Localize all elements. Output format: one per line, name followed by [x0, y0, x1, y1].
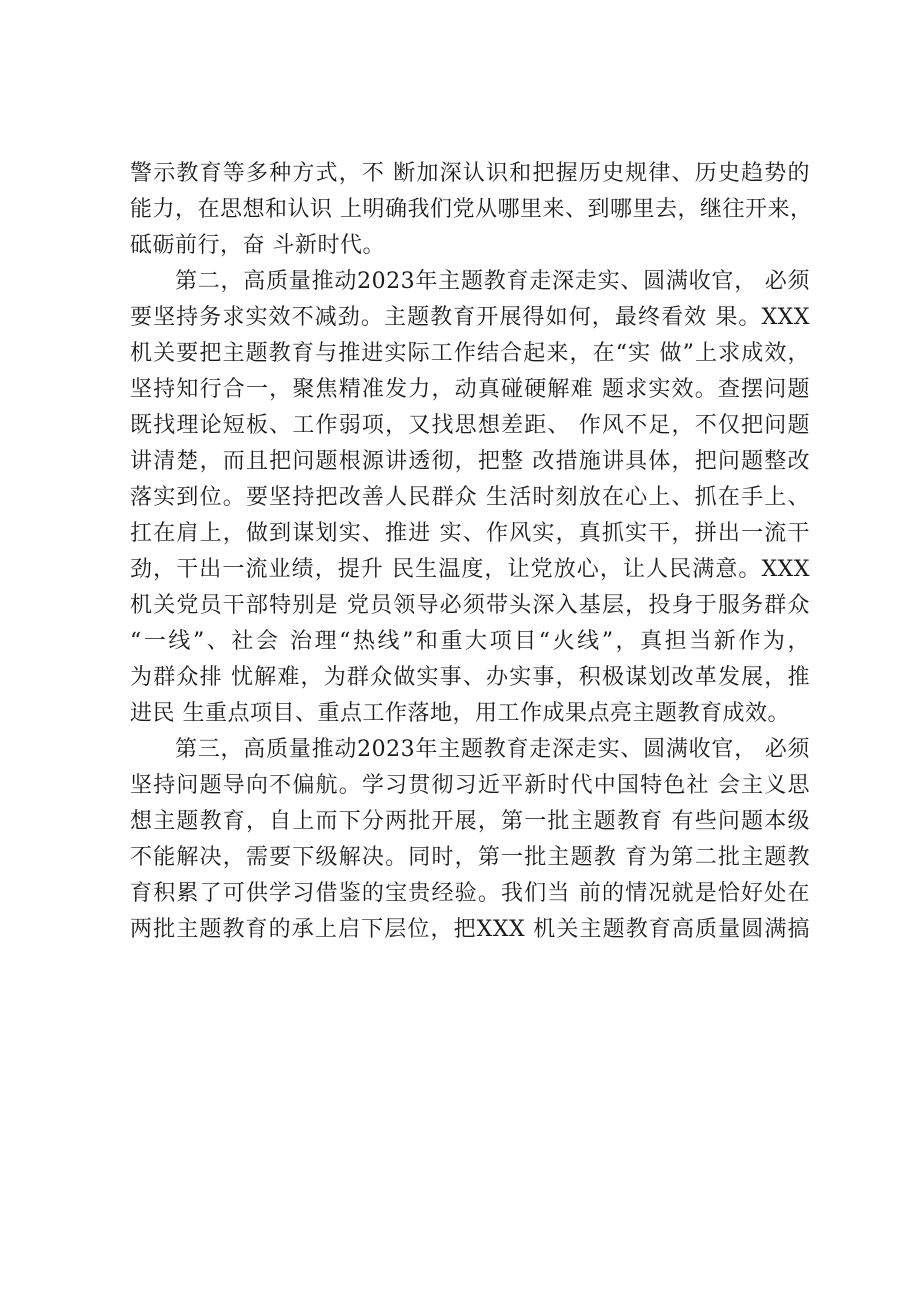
- text-line: 既找理论短板、工作弱项，又找思想差距、 作风不足，不仅把问题: [130, 413, 810, 438]
- text-line: 机关党员干部特别是 党员领导必须带头深入基层，投身于服务群众: [130, 593, 810, 618]
- text-line: 劲，干出一流业绩，提升 民生温度，让党放心，让人民满意。XXX: [130, 557, 810, 582]
- text-line: 第三，高质量推动2023年主题教育走深走实、圆满收官， 必须: [175, 737, 810, 762]
- text-line: 进民 生重点项目、重点工作落地，用工作成果点亮主题教育成效。: [130, 701, 790, 726]
- text-line: 坚持知行合一，聚焦精准发力，动真碰硬解难 题求实效。查摆问题: [130, 377, 810, 402]
- text-line: 砥砺前行，奋 斗新时代。: [130, 233, 385, 258]
- text-line: 想主题教育，自上而下分两批开展，第一批主题教育 有些问题本级: [130, 809, 810, 834]
- text-line: 坚持问题导向不偏航。学习贯彻习近平新时代中国特色社 会主义思: [130, 773, 810, 798]
- text-line: 不能解决，需要下级解决。同时，第一批主题教 育为第二批主题教: [130, 845, 810, 870]
- document-body: [130, 156, 813, 948]
- text-line: 第二，高质量推动2023年主题教育走深走实、圆满收官， 必须: [175, 269, 810, 294]
- text-line: 能力，在思想和认识 上明确我们党从哪里来、到哪里去，继往开来，: [130, 197, 813, 222]
- text-line: 扛在肩上，做到谋划实、推进 实、作风实，真抓实干，拼出一流干: [130, 521, 810, 546]
- text-line: 为群众排 忧解难，为群众做实事、办实事，积极谋划改革发展，推: [130, 665, 810, 690]
- paragraph-3: [130, 732, 810, 948]
- text-line: 落实到位。要坚持把改善人民群众 生活时刻放在心上、抓在手上、: [130, 485, 810, 510]
- text-line: 机关要把主题教育与推进实际工作结合起来，在“实 做”上求成效，: [130, 341, 810, 366]
- paragraph-2: [130, 264, 810, 732]
- text-line: 育积累了可供学习借鉴的宝贵经验。我们当 前的情况就是恰好处在: [130, 881, 810, 906]
- paragraph-1: [130, 156, 813, 264]
- text-line: 两批主题教育的承上启下层位，把XXX 机关主题教育高质量圆满搞: [130, 917, 810, 942]
- text-line: “一线”、社会 治理“热线”和重大项目“火线”，真担当新作为，: [130, 629, 810, 654]
- text-line: 警示教育等多种方式，不 断加深认识和把握历史规律、历史趋势的: [130, 161, 810, 186]
- text-line: 讲清楚，而且把问题根源讲透彻，把整 改措施讲具体，把问题整改: [130, 449, 810, 474]
- text-line: 要坚持务求实效不减劲。主题教育开展得如何，最终看效 果。XXX: [130, 305, 810, 330]
